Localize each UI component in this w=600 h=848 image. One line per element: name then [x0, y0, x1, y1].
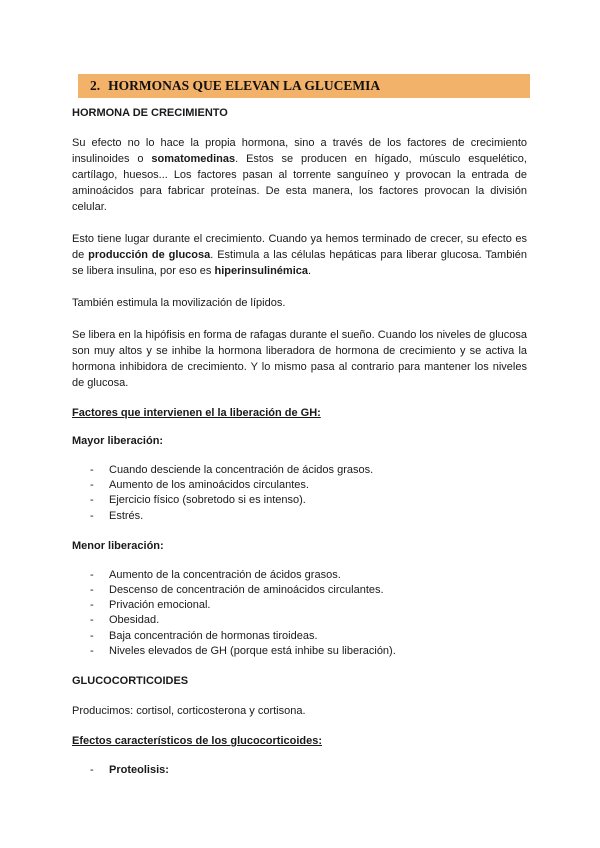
list-item-text: Aumento de los aminoácidos circulantes.	[109, 479, 309, 492]
paragraph-somatomedinas	[72, 135, 527, 215]
text-run: .	[308, 265, 312, 277]
list-item-text: Estrés.	[109, 509, 144, 522]
paragraph-hipofisis: Se libera en la hipófisis en forma de rafagas durante el sueño. Cuando los niveles de glucosa son muy altos y se inhibe la hormona liberadora de hormona de crecimiento y se activa la hormona inhibidora de crecimiento. Y lo mismo pasa al contrario para mantener los niveles de glucosa.	[72, 329, 527, 389]
list-item	[72, 763, 527, 778]
dash-bullet: -	[90, 584, 94, 597]
bold-term-produccion-glucosa: producción de glucosa	[88, 249, 211, 261]
list-item-text: Proteolisis:	[109, 764, 169, 777]
text-run: Su efecto no lo hace la propia hormona, sino a través de los factores de crecimiento insulinoides o	[72, 137, 527, 165]
section-title: HORMONAS QUE ELEVAN LA GLUCEMIA	[108, 78, 381, 93]
subheading-menor-liberacion: Menor liberación:	[72, 539, 164, 552]
section-heading	[78, 74, 530, 98]
subheading-factores-gh: Factores que intervienen el la liberación de GH:	[72, 407, 321, 419]
dash-bullet: -	[90, 614, 94, 627]
list-mayor-liberacion	[72, 463, 527, 524]
list-item-text: Privación emocional.	[109, 599, 211, 612]
dash-bullet: -	[90, 479, 94, 492]
list-item-text: Descenso de concentración de aminoácidos circulantes.	[109, 584, 384, 597]
dash-bullet: -	[90, 568, 94, 581]
list-item-text: Cuando desciende la concentración de ácidos grasos.	[109, 464, 374, 476]
text-run: . Estos se producen en hígado, músculo esquelético, cartílago, huesos... Los factores pasan al torrente sanguíneo y provocan la entrada de aminoácidos para fabricar proteínas. De esta manera, los factores provocan la división celular.	[72, 153, 527, 213]
list-item	[72, 598, 527, 613]
section-number: 2.	[90, 78, 101, 93]
text-run: . Estimula a las células hepáticas para liberar glucosa. También se libera insulina, por eso es	[72, 249, 527, 277]
list-item	[72, 493, 527, 508]
subheading-hormona-crecimiento: HORMONA DE CRECIMIENTO	[72, 107, 228, 119]
paragraph-producimos: Producimos: cortisol, corticosterona y cortisona.	[72, 705, 306, 718]
list-item-text: Ejercicio físico (sobretodo si es intenso).	[109, 494, 306, 507]
dash-bullet: -	[90, 464, 94, 476]
subheading-efectos-glucocorticoides: Efectos característicos de los glucocorticoides:	[72, 735, 323, 748]
dash-bullet: -	[90, 629, 94, 642]
paragraph-produccion-glucosa	[72, 231, 527, 279]
document-body	[72, 107, 527, 794]
bold-term-hiperinsulinemica: hiperinsulinémica	[214, 265, 308, 277]
list-item	[72, 568, 527, 583]
subheading-mayor-liberacion: Mayor liberación:	[72, 435, 164, 447]
list-item	[72, 644, 527, 659]
text-run: Esto tiene lugar durante el crecimiento. Cuando ya hemos terminado de crecer, su efecto es de	[72, 233, 527, 261]
list-item	[72, 613, 527, 628]
list-item	[72, 463, 527, 478]
list-menor-liberacion	[72, 568, 527, 659]
list-item	[72, 478, 527, 493]
dash-bullet: -	[90, 764, 94, 777]
subheading-glucocorticoides: GLUCOCORTICOIDES	[72, 675, 189, 688]
dash-bullet: -	[90, 509, 94, 522]
list-item-text: Baja concentración de hormonas tiroideas.	[109, 629, 318, 642]
list-efectos-glucocorticoides	[72, 763, 527, 778]
list-item-text: Niveles elevados de GH (porque está inhibe su liberación).	[109, 644, 396, 657]
bold-term-somatomedinas: somatomedinas	[151, 153, 236, 165]
list-item	[72, 509, 527, 524]
list-item	[72, 629, 527, 644]
dash-bullet: -	[90, 644, 94, 657]
list-item-text: Obesidad.	[109, 614, 160, 627]
dash-bullet: -	[90, 599, 94, 612]
dash-bullet: -	[90, 494, 94, 507]
paragraph-lipidos: También estimula la movilización de lípidos.	[72, 297, 286, 309]
list-item-text: Aumento de la concentración de ácidos grasos.	[109, 568, 341, 581]
list-item	[72, 583, 527, 598]
